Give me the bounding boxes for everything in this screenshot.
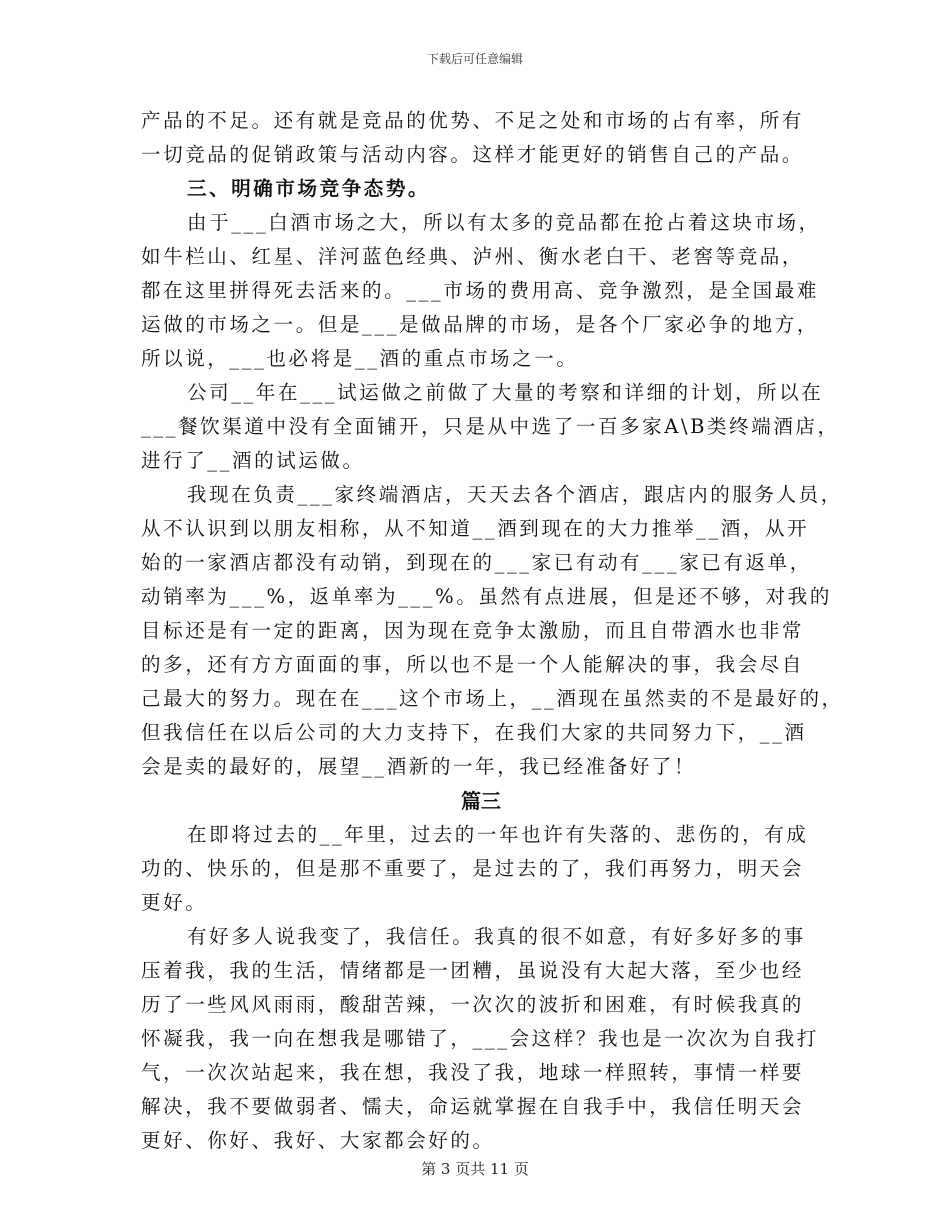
section-heading: 三、明确市场竞争态势。 — [187, 177, 431, 200]
text-line: 运做的市场之一。但是___是做品牌的市场，是各个厂家必争的地方， — [141, 313, 819, 336]
part-title: 篇三 — [461, 789, 501, 813]
text-line: 如牛栏山、红星、洋河蓝色经典、泸州、衡水老白干、老窖等竞品， — [141, 245, 805, 268]
text-line: 更好。 — [141, 891, 208, 914]
paragraph-first-line: 在即将过去的__年里，过去的一年也许有失落的、悲伤的，有成 — [187, 823, 809, 846]
text-line: 进行了__酒的试运做。 — [141, 449, 365, 472]
text-line: 会是卖的最好的，展望__酒新的一年，我已经准备好了！ — [141, 755, 697, 778]
text-line: 怀凝我，我一向在想我是哪错了，___会这样？我也是一次次为自我打 — [141, 1027, 819, 1050]
text-line: 己最大的努力。现在在___这个市场上，__酒现在虽然卖的不是最好的， — [141, 687, 844, 710]
text-line: 解决，我不要做弱者、懦夫，命运就掌握在自我手中，我信任明天会 — [141, 1095, 805, 1118]
text-line: 产品的不足。还有就是竞品的优势、不足之处和市场的占有率，所有 — [141, 109, 805, 132]
text-line: 动销率为___%，返单率为___%。虽然有点进展，但是还不够，对我的 — [141, 585, 832, 608]
text-line: 目标还是有一定的距离，因为现在竞争太激励，而且自带酒水也非常 — [141, 619, 805, 642]
text-line: 所以说，___也必将是__酒的重点市场之一。 — [141, 347, 579, 370]
text-line: ___餐饮渠道中没有全面铺开，只是从中选了一百多家A\B类终端酒店， — [141, 415, 840, 438]
text-line: 历了一些风风雨雨，酸甜苦辣，一次次的波折和困难，有时候我真的 — [141, 993, 805, 1016]
text-line: 但我信任在以后公司的大力支持下，在我们大家的共同努力下，__酒 — [141, 721, 807, 744]
text-line: 始的一家酒店都没有动销，到现在的___家已有动有___家已有返单， — [141, 551, 812, 574]
paragraph-first-line: 由于___白酒市场之大，所以有太多的竞品都在抢占着这块市场， — [187, 211, 821, 234]
page-header: 下载后可任意编辑 — [426, 52, 523, 66]
text-line: 都在这里拼得死去活来的。___市场的费用高、竞争激烈，是全国最难 — [141, 279, 819, 302]
text-line: 一切竞品的促销政策与活动内容。这样才能更好的销售自己的产品。 — [141, 143, 805, 166]
text-line: 更好、你好、我好、大家都会好的。 — [141, 1129, 495, 1152]
document-body — [141, 104, 844, 1158]
text-line: 从不认识到以朋友相称，从不知道__酒到现在的大力推举__酒，从开 — [141, 517, 810, 540]
paragraph-first-line: 公司__年在___试运做之前做了大量的考察和详细的计划，所以在 — [187, 381, 824, 404]
text-line: 功的、快乐的，但是那不重要了，是过去的了，我们再努力，明天会 — [141, 857, 805, 880]
paragraph-first-line: 我现在负责___家终端酒店，天天去各个酒店，跟店内的服务人员， — [187, 483, 843, 506]
text-line: 压着我，我的生活，情绪都是一团糟，虽说没有大起大落，至少也经 — [141, 959, 805, 982]
text-line: 的多，还有方方面面的事，所以也不是一个人能解决的事，我会尽自 — [141, 653, 805, 676]
text-line: 气，一次次站起来，我在想，我没了我，地球一样照转，事情一样要 — [141, 1061, 805, 1084]
page-footer: 第 3 页共 11 页 — [421, 1160, 529, 1178]
paragraph-first-line: 有好多人说我变了，我信任。我真的很不如意，有好多好多的事 — [187, 925, 806, 948]
